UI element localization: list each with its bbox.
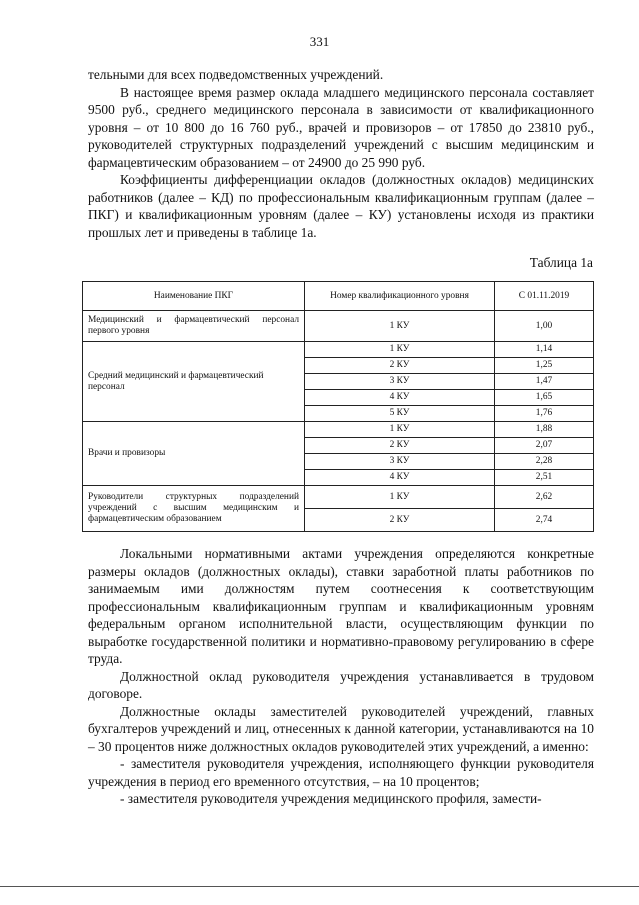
header-value: С 01.11.2019 — [495, 282, 594, 311]
pkg-name-cell: Руководители структурных подразделений учреждений с высшим медицинским и фармацевтическим образованием — [83, 486, 305, 532]
level-cell: 5 КУ — [305, 406, 495, 422]
page-number: 331 — [309, 34, 330, 49]
paragraph: Коэффициенты дифференциации окладов (должностных окладов) медицинских работников (далее – КД) по профессиональным квалификационным группам (далее – ПКГ) и квалификационным уровням (далее – КУ) установлены исходя из практики прошлых лет и приведены в таблице 1а. — [88, 172, 594, 240]
coefficient-cell: 1,14 — [495, 342, 594, 358]
level-cell: 4 КУ — [305, 470, 495, 486]
table-row — [83, 486, 594, 509]
paragraph: Должностные оклады заместителей руководителей учреждений, главных бухгалтеров учреждений и лиц, отнесенных к данной категории, устанавливаются на 10 – 30 процентов ниже должностных окладов руководителей этих учреждений, а именно: — [88, 703, 594, 754]
coefficient-cell: 2,74 — [495, 509, 594, 532]
coefficient-cell: 2,07 — [495, 438, 594, 454]
table-row — [83, 311, 594, 342]
level-cell: 4 КУ — [305, 390, 495, 406]
paragraph: - заместителя руководителя учреждения медицинского профиля, замести- — [120, 791, 542, 806]
body-text-bottom — [88, 545, 594, 808]
footer-divider — [0, 886, 639, 887]
coefficient-cell: 1,76 — [495, 406, 594, 422]
paragraph: - заместителя руководителя учреждения, исполняющего функции руководителя учреждения в период его временного отсутствия, – на 10 процентов; — [88, 756, 594, 789]
level-cell: 1 КУ — [305, 422, 495, 438]
paragraph: тельными для всех подведомственных учреждений. — [88, 67, 384, 82]
paragraph: Локальными нормативными актами учреждения определяются конкретные размеры окладов (должностных оклады), ставки заработной платы работников по занимаемым ими должностям путем соотнесения к соответствующим профессиональным квалификационным группам и квалификационным уровням федеральным органом исполнительной власти, осуществляющим функции по выработке государственной политики и нормативно-правовому регулированию в сфере труда. — [88, 546, 594, 666]
header-pkg: Наименование ПКГ — [83, 282, 305, 311]
level-cell: 2 КУ — [305, 509, 495, 532]
level-cell: 1 КУ — [305, 342, 495, 358]
table-row — [83, 422, 594, 438]
table-row — [83, 342, 594, 358]
paragraph: В настоящее время размер оклада младшего медицинского персонала составляет 9500 руб., среднего медицинского персонала в зависимости от квалификационного уровня – от 10 800 до 16 760 руб., врачей и провизоров – от 17850 до 23810 руб., руководителей структурных подразделений учреждений с высшим медицинским и фармацевтическим образованием – от 24900 до 25 990 руб. — [88, 84, 594, 170]
coefficient-cell: 2,62 — [495, 486, 594, 509]
pkg-name-cell: Медицинский и фармацевтический персонал первого уровня — [83, 311, 305, 342]
coefficient-cell: 1,00 — [495, 311, 594, 342]
pkg-name-cell: Врачи и провизоры — [83, 422, 305, 486]
coefficient-cell: 1,65 — [495, 390, 594, 406]
coefficient-cell: 2,51 — [495, 470, 594, 486]
coefficient-cell: 2,28 — [495, 454, 594, 470]
level-cell: 3 КУ — [305, 454, 495, 470]
level-cell: 1 КУ — [305, 486, 495, 509]
level-cell: 2 КУ — [305, 438, 495, 454]
coefficient-cell: 1,25 — [495, 358, 594, 374]
table-caption: Таблица 1а — [529, 255, 593, 270]
level-cell: 1 КУ — [305, 311, 495, 342]
body-text-top — [88, 66, 594, 241]
table-header-row — [83, 282, 594, 311]
coefficient-cell: 1,88 — [495, 422, 594, 438]
coefficients-table — [82, 281, 594, 532]
header-level: Номер квалификационного уровня — [305, 282, 495, 311]
level-cell: 3 КУ — [305, 374, 495, 390]
level-cell: 2 КУ — [305, 358, 495, 374]
coefficient-cell: 1,47 — [495, 374, 594, 390]
pkg-name-cell: Средний медицинский и фармацевтический персонал — [83, 342, 305, 422]
paragraph: Должностной оклад руководителя учреждения устанавливается в трудовом договоре. — [88, 668, 594, 701]
